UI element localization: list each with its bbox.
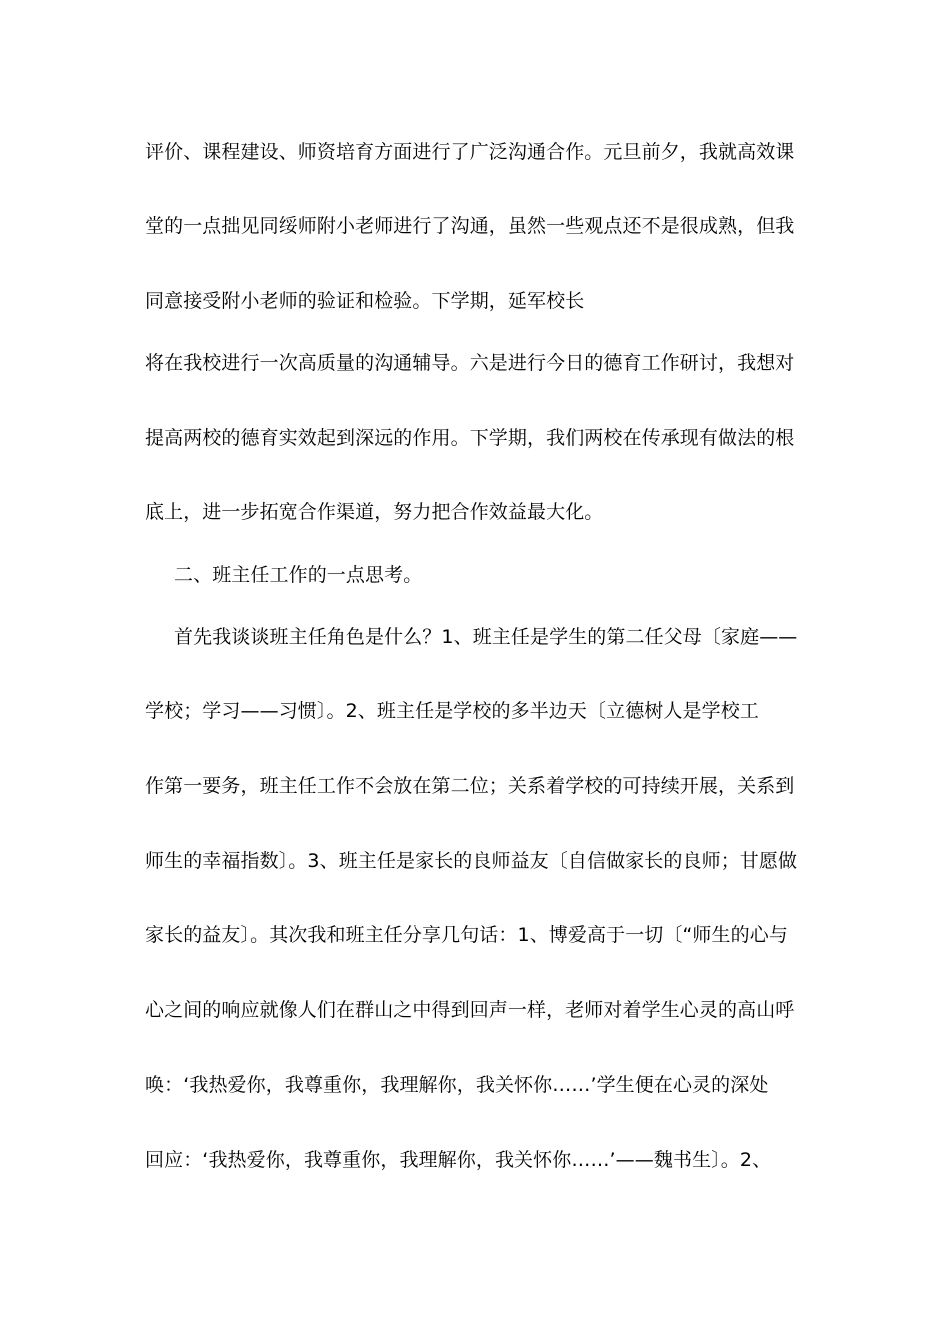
paragraph-line-8: 首先我谈谈班主任角色是什么？1、班主任是学生的第二任父母〔家庭—— [174, 626, 798, 648]
paragraph-line-11: 师生的幸福指数〕。3、班主任是家长的良师益友〔自信做家长的良师；甘愿做 [145, 850, 798, 872]
paragraph-line-2: 堂的一点拙见同绥师附小老师进行了沟通，虽然一些观点还不是很成熟，但我 [145, 215, 795, 237]
paragraph-line-10: 作第一要务，班主任工作不会放在第二位；关系着学校的可持续开展，关系到 [145, 775, 795, 797]
paragraph-line-12: 家长的益友〕。其次我和班主任分享几句话：1、博爱高于一切〔“师生的心与 [145, 924, 788, 946]
paragraph-line-4: 将在我校进行一次高质量的沟通辅导。六是进行今日的德育工作研讨，我想对 [145, 352, 795, 374]
section-heading: 二、班主任工作的一点思考。 [174, 564, 423, 586]
paragraph-line-1: 评价、课程建设、师资培育方面进行了广泛沟通合作。元旦前夕，我就高效课 [145, 141, 795, 163]
paragraph-line-5: 提高两校的德育实效起到深远的作用。下学期，我们两校在传承现有做法的根 [145, 427, 795, 449]
paragraph-line-9: 学校；学习——习惯〕。2、班主任是学校的多半边天〔立德树人是学校工 [145, 700, 759, 722]
paragraph-line-15: 回应：‘我热爱你，我尊重你，我理解你，我关怀你……’——魏书生〕。2、 [145, 1149, 772, 1171]
paragraph-line-3: 同意接受附小老师的验证和检验。下学期，延军校长 [145, 290, 585, 312]
paragraph-line-14: 唤：‘我热爱你，我尊重你，我理解你，我关怀你……’学生便在心灵的深处 [145, 1074, 769, 1096]
paragraph-line-13: 心之间的响应就像人们在群山之中得到回声一样，老师对着学生心灵的高山呼 [145, 999, 795, 1021]
paragraph-line-6: 底上，进一步拓宽合作渠道，努力把合作效益最大化。 [145, 501, 604, 523]
